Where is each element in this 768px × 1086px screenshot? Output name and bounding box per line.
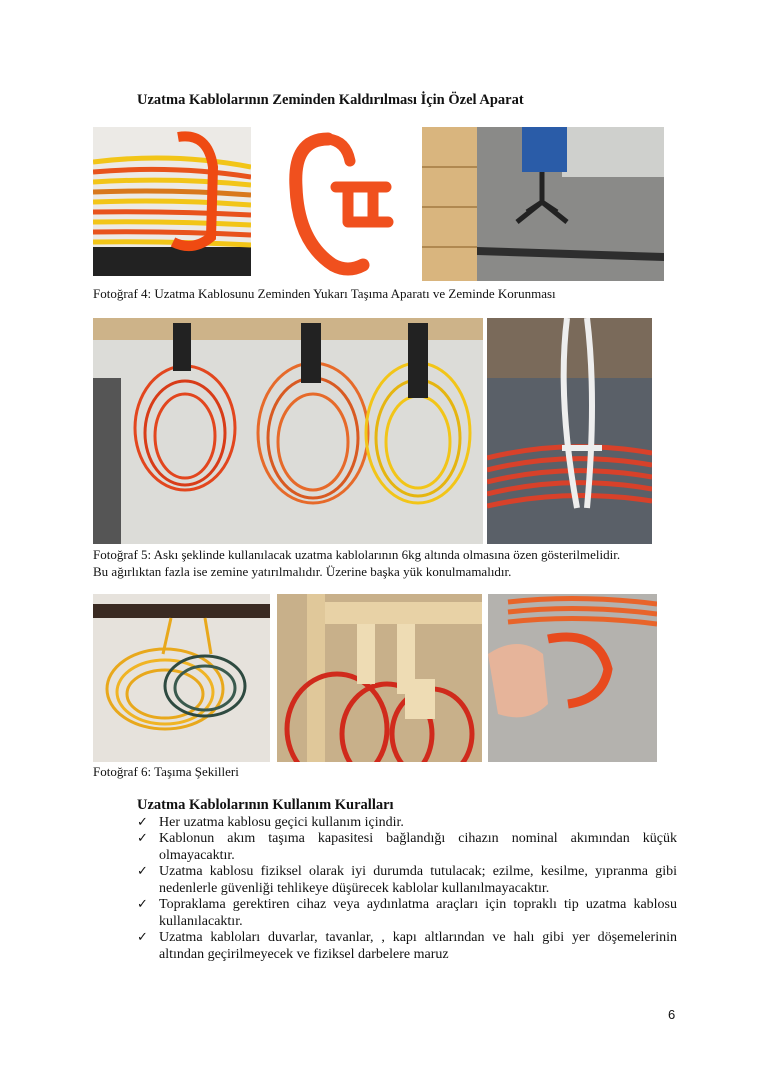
photo-office-floor-cable-cover: [422, 127, 664, 281]
rule-item: [137, 864, 677, 897]
photo-tied-cable-coil: [487, 318, 652, 544]
usage-rules: [137, 797, 677, 963]
checkmark-icon: ✓: [137, 831, 148, 846]
rule-text: Uzatma kabloları duvarlar, tavanlar, , kapı altlarından ve halı gibi yer döşemelerinin altından geçirilmeyecek ve fiziksel darbelere maruz: [159, 930, 677, 962]
caption-photo-5-line1: Fotoğraf 5: Askı şeklinde kullanılacak uzatma kablolarının 6kg altında olmasına özen gösterilmelidir.: [93, 547, 621, 562]
caption-photo-6: Fotoğraf 6: Taşıma Şekilleri: [93, 764, 239, 779]
photo-hand-holding-hook: [488, 594, 657, 762]
checkmark-icon: ✓: [137, 864, 148, 879]
checkmark-icon: ✓: [137, 814, 148, 830]
checkmark-icon: ✓: [137, 897, 148, 912]
photo-cords-on-wooden-rack: [277, 594, 482, 762]
rule-text: Kablonun akım taşıma kapasitesi bağlandığı cihazın nominal akımından küçük olmayacaktır.: [159, 831, 677, 863]
caption-photo-5-line2: Bu ağırlıktan fazla ise zemine yatırılmalıdır. Üzerine başka yük konulmamalıdır.: [93, 564, 512, 579]
rule-text: Uzatma kablosu fiziksel olarak iyi durumda tutulacak; ezilme, kesilme, yıpranma gibi nedenlerle güvenliği tehlikeye düşürecek kablolar kullanılmayacaktır.: [159, 864, 677, 896]
rule-item: [137, 897, 677, 930]
photo-hanging-extension-cords: [93, 318, 483, 544]
photo-cords-on-wall-hooks: [93, 594, 270, 762]
rule-item: [137, 831, 677, 864]
rule-item: [137, 815, 677, 832]
caption-photo-4: Fotoğraf 4: Uzatma Kablosunu Zeminden Yukarı Taşıma Aparatı ve Zeminde Korunması: [93, 286, 556, 301]
usage-rules-list: [137, 815, 677, 964]
page-number: 6: [668, 1007, 676, 1022]
section-title-apparatus: Uzatma Kablolarının Zeminden Kaldırılması İçin Özel Aparat: [137, 92, 524, 108]
rule-item: [137, 930, 677, 963]
photo-cable-bundle-with-hook: [93, 127, 251, 276]
usage-rules-title: Uzatma Kablolarının Kullanım Kuralları: [137, 797, 394, 813]
rule-text: Topraklama gerektiren cihaz veya aydınlatma araçları için topraklı tip uzatma kablosu kullanılacaktır.: [159, 897, 677, 929]
photo-cable-hook-apparatus: [278, 127, 406, 276]
checkmark-icon: ✓: [137, 930, 148, 945]
rule-text: Her uzatma kablosu geçici kullanım içindir.: [159, 814, 404, 830]
